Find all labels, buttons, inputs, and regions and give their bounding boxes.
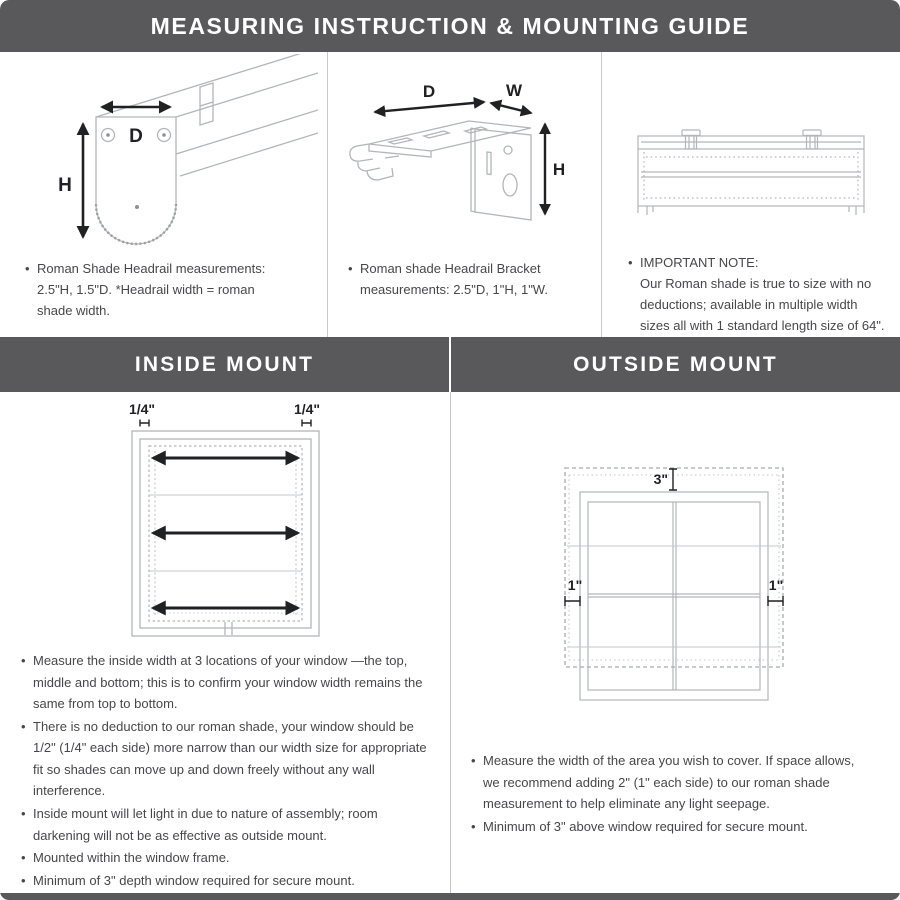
window-muntin-horizontal (588, 594, 760, 597)
footer-bar (0, 893, 900, 900)
outside-mount-diagram (548, 440, 828, 732)
section-divider (450, 392, 451, 893)
window-inner-frame (588, 502, 760, 690)
inside-mount-title: INSIDE MOUNT (134, 352, 315, 376)
bullet-item: • Measure the inside width at 3 locations of your window —the top, middle and bottom; this is to confirm your window width remains the same from top to bottom. (20, 650, 436, 715)
note-title: • IMPORTANT NOTE: (627, 252, 889, 273)
inside-mount-bullets (20, 650, 436, 892)
depth-arrow (375, 102, 484, 112)
outside-mount-header (451, 337, 900, 392)
window-muntin-vertical (673, 502, 676, 690)
headrail-column (0, 52, 327, 337)
window-outer-frame (580, 492, 768, 700)
inside-mount-diagram (95, 398, 355, 650)
depth-label: D (129, 126, 143, 147)
gap-mark-right (302, 420, 311, 427)
gap-label-right: 1/4" (293, 401, 321, 417)
plate-slot (424, 131, 449, 138)
rail-edge (176, 73, 318, 117)
bullet-item: • Minimum of 3" depth window required for secure mount. (20, 870, 436, 892)
side-gap-mark-left (565, 596, 580, 606)
rail-edge (176, 110, 318, 154)
bullet-item: • Minimum of 3" above window required for secure mount. (470, 816, 868, 838)
top-gap-mark (669, 469, 677, 490)
side-gap-mark-right (768, 596, 783, 606)
width-arrow (491, 103, 531, 113)
note-body: Our Roman shade is true to size with no deductions; available in multiple width sizes all with 1 standard length size of 64". (640, 276, 885, 334)
top-gap-label: 3" (653, 471, 668, 487)
gap-label-left: 1/4" (128, 401, 156, 417)
headrail-mid-lines (641, 172, 861, 177)
note-column (601, 52, 900, 337)
side-gap-label-right: 1" (768, 577, 784, 593)
outside-mount-title: OUTSIDE MOUNT (573, 352, 778, 376)
headrail-diagram (8, 54, 318, 250)
headrail-caption: • Roman Shade Headrail measurements: 2.5"H, 1.5"D. *Headrail width = roman shade width. (24, 258, 292, 321)
bracket-diagram (329, 54, 597, 250)
inside-mount-header (0, 337, 449, 392)
bullet-item: • Inside mount will let light in due to nature of assembly; room darkening will not be as effective as outside mount. (20, 803, 436, 846)
rail-edge (180, 133, 318, 176)
important-note (627, 252, 889, 336)
side-gap-label-left: 1" (567, 577, 583, 593)
width-label: W (505, 81, 523, 100)
bracket-column (327, 52, 601, 337)
clip-arm (358, 162, 380, 171)
bracket-side-plate (475, 129, 531, 220)
screw-dot (162, 133, 166, 137)
bracket-caption: • Roman shade Headrail Bracket measurements: 2.5"D, 1"H, 1"W. (347, 258, 595, 300)
measurement-diagrams-row (0, 52, 900, 337)
gap-mark-left (140, 420, 149, 427)
bullet-item: • Measure the width of the area you wish to cover. If space allows, we recommend adding 2" (1" each side) to our roman shade measurement to help eliminate any light seepage. (470, 750, 868, 815)
height-label: H (552, 160, 566, 179)
rail-bracket-line (200, 102, 213, 106)
screw-dot (106, 133, 110, 137)
headrail-body (638, 136, 864, 206)
side-slot (487, 152, 491, 175)
bullet-item: • Mounted within the window frame. (20, 847, 436, 869)
clip-arm-line (385, 156, 399, 158)
outside-mount-bullets (470, 750, 868, 838)
headrail-channel-lines (638, 142, 864, 149)
shade-stitch-lines (569, 475, 779, 660)
bracket-flange (682, 130, 700, 136)
cord-hole (135, 205, 139, 209)
height-label: H (58, 175, 72, 196)
bullet-item: • There is no deduction to our roman shade, your window should be 1/2" (1/4" each side) more narrow than our width size for appropriate fit so shades can move up and down freely without any wall interference. (20, 716, 436, 802)
page-title: MEASURING INSTRUCTION & MOUNTING GUIDE (150, 12, 750, 39)
headrail-feet (638, 206, 864, 215)
screw-hole (504, 146, 512, 154)
depth-label: D (422, 82, 436, 101)
headrail-front-diagram (601, 54, 899, 250)
bracket-flange (803, 130, 821, 136)
header-bar (0, 0, 900, 52)
mount-hole (503, 174, 517, 196)
shade-outline (565, 468, 783, 667)
mount-content-row (0, 392, 900, 893)
